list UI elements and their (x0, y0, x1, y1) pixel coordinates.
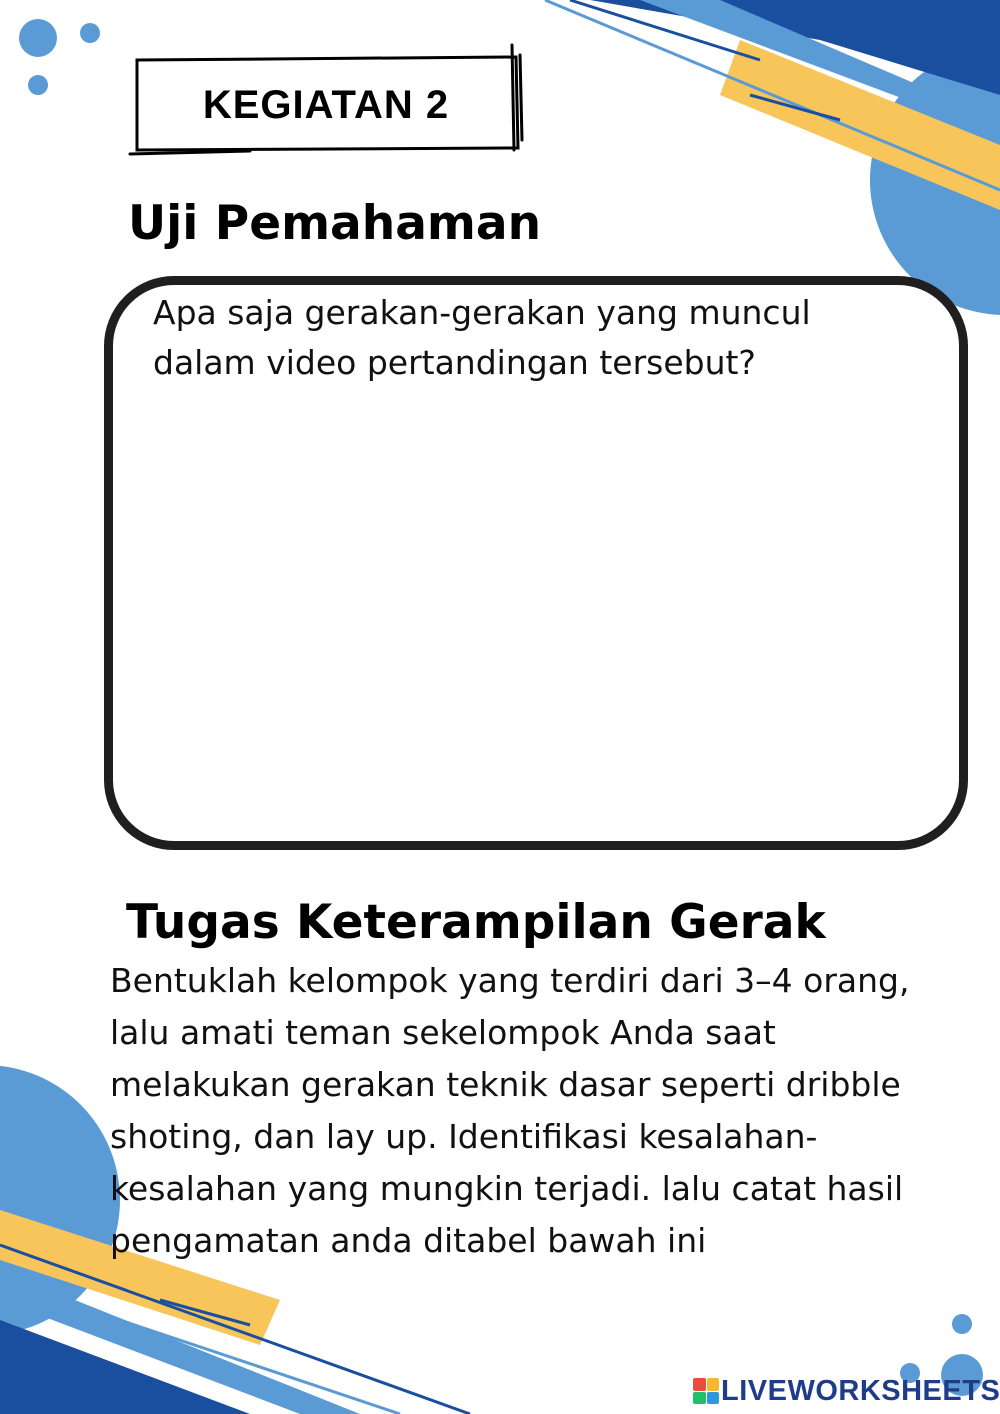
section-title-tugas: Tugas Keterampilan Gerak (126, 895, 826, 950)
instruction-line: shoting, dan lay up. Identifikasi kesalahan- (110, 1117, 818, 1156)
liveworksheets-logo[interactable] (693, 1374, 1000, 1408)
decor-dot (952, 1314, 972, 1334)
instruction-line: kesalahan yang mungkin terjadi. lalu catat hasil (110, 1169, 904, 1208)
question-line: Apa saja gerakan-gerakan yang muncul (153, 293, 811, 332)
decor-dot (28, 75, 48, 95)
question-text (153, 288, 873, 388)
instruction-line: melakukan gerakan teknik dasar seperti dribble (110, 1065, 901, 1104)
instruction-line: pengamatan anda ditabel bawah ini (110, 1221, 707, 1260)
instruction-line: lalu amati teman sekelompok Anda saat (110, 1013, 776, 1052)
question-line: dalam video pertandingan tersebut? (153, 343, 756, 382)
liveworksheets-logo-icon (693, 1378, 719, 1404)
activity-label-text: KEGIATAN 2 (202, 82, 450, 127)
logo-text: LIVEWORKSHEETS (721, 1374, 1000, 1407)
instruction-paragraph (110, 955, 970, 1267)
decor-dot (19, 19, 57, 57)
activity-label (133, 57, 519, 153)
instruction-line: Bentuklah kelompok yang terdiri dari 3–4 orang, (110, 961, 910, 1000)
section-title-uji-pemahaman: Uji Pemahaman (128, 196, 542, 251)
decor-dot (80, 23, 100, 43)
